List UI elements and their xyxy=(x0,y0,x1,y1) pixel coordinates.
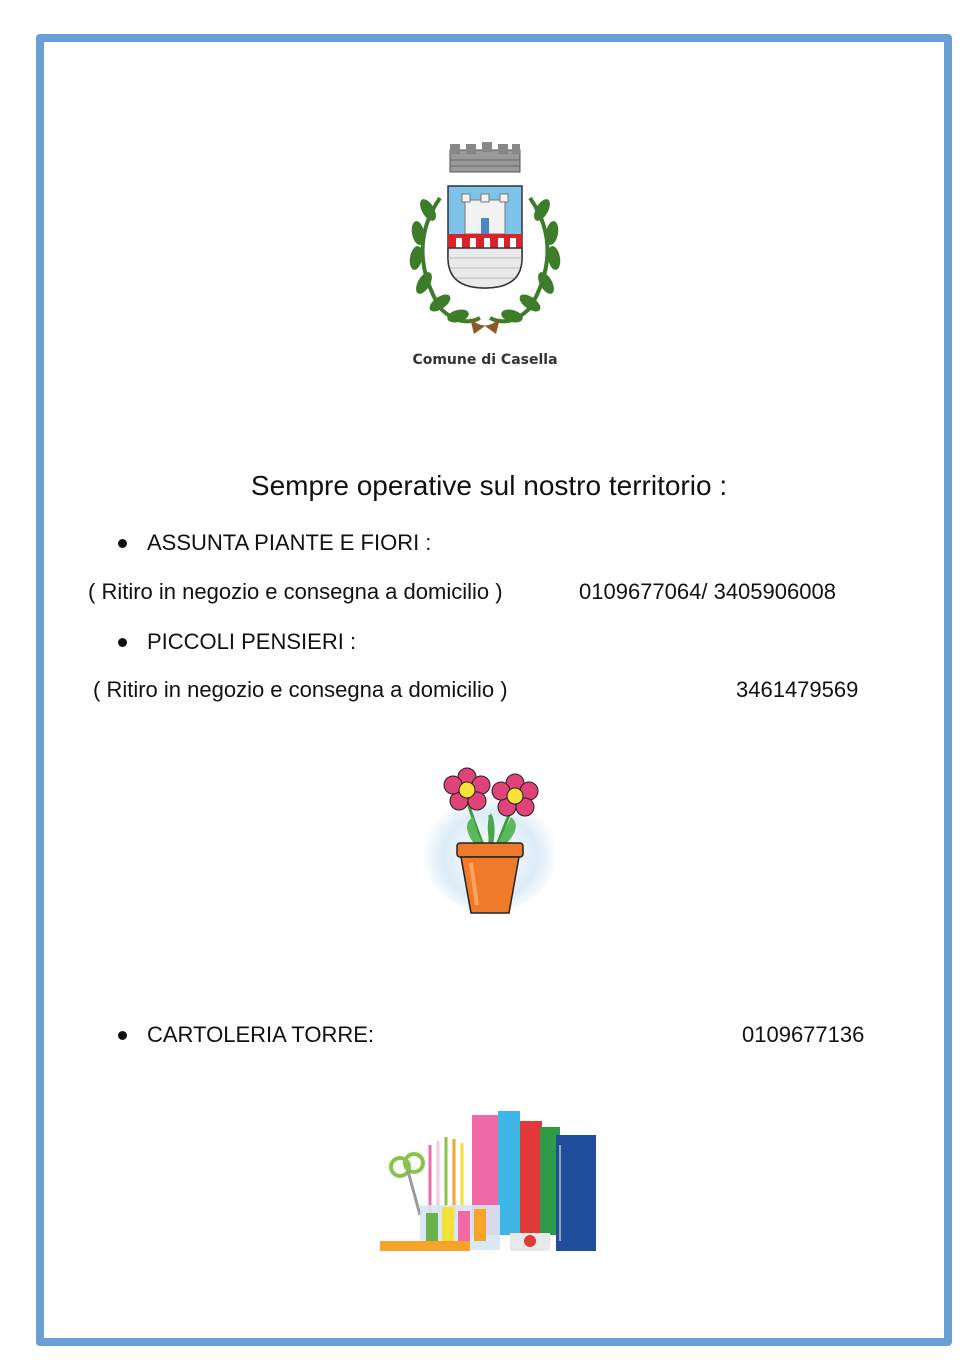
flower-pot-icon xyxy=(405,755,575,925)
shop-phone: 3461479569 xyxy=(736,677,859,702)
shop-phone: 0109677136 xyxy=(742,1022,865,1047)
shop-name: CARTOLERIA TORRE: xyxy=(147,1022,375,1047)
shop-phone: 0109677064/ 3405906008 xyxy=(579,579,836,604)
crest-name: Comune di Casella xyxy=(412,352,558,368)
page-heading: Sempre operative sul nostro territorio : xyxy=(250,470,728,501)
shop-name: ASSUNTA PIANTE E FIORI : xyxy=(147,530,432,555)
stationery-icon xyxy=(380,1105,602,1253)
shop-name: PICCOLI PENSIERI : xyxy=(147,629,357,654)
shop-item-piccoli-pensieri xyxy=(118,629,356,655)
shop-service: ( Ritiro in negozio e consegna a domicilio ) xyxy=(88,579,503,604)
bullet-icon xyxy=(118,638,127,647)
shop-item-cartoleria-torre xyxy=(118,1022,374,1048)
bullet-icon xyxy=(118,539,127,548)
bullet-icon xyxy=(118,1031,127,1040)
crest-icon xyxy=(400,138,570,348)
shop-service: ( Ritiro in negozio e consegna a domicilio ) xyxy=(93,677,508,702)
shop-item-assunta xyxy=(118,530,431,556)
